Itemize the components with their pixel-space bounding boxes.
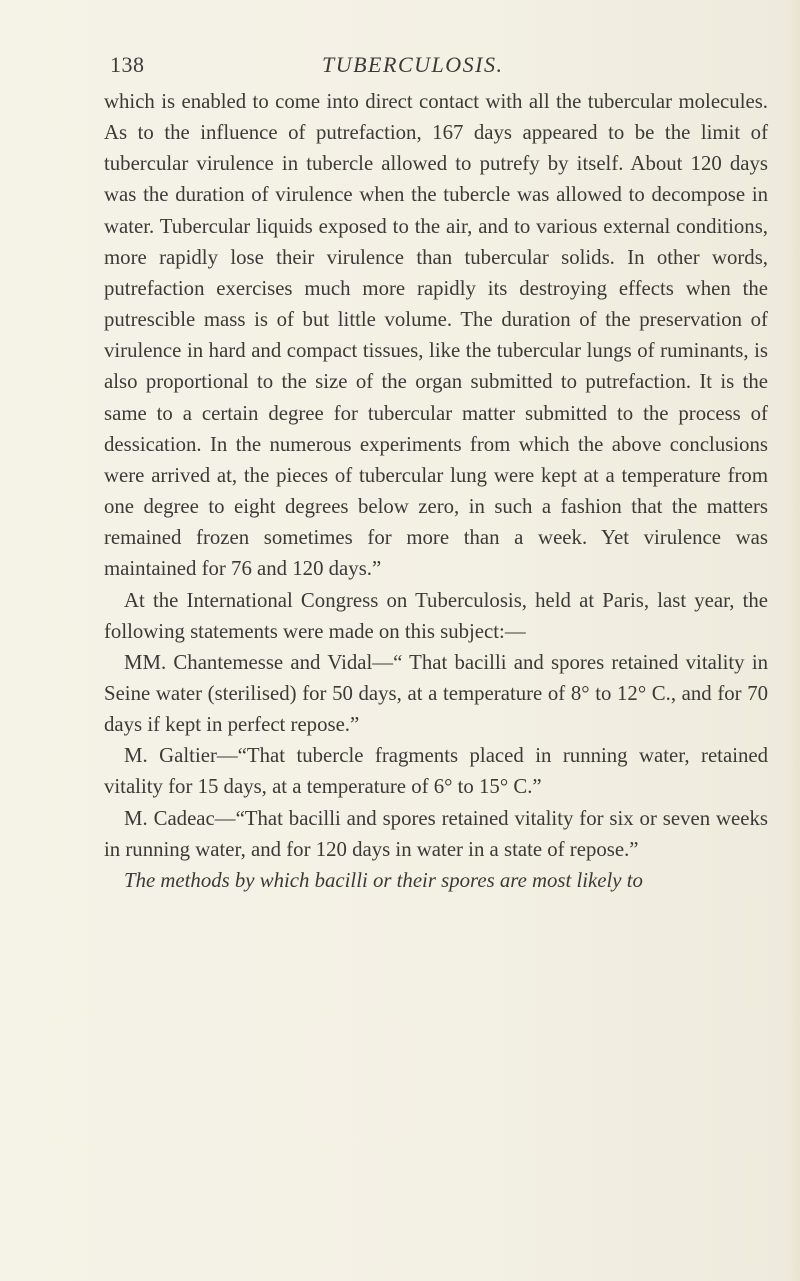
page-edge-shadow	[786, 0, 800, 1281]
paragraph-galtier: M. Galtier—“That tubercle fragments placed in running water, retained vitality for 15 days, at a temperature of 6° to 15° C.”	[104, 744, 768, 799]
paragraph-chantemesse-vidal: MM. Chantemesse and Vidal—“ That bacilli and spores retained vitality in Seine water (sterilised) for 50 days, at a temperature of 8° to 12° C., and for 70 days if kept in perfect repose.”	[104, 650, 768, 737]
page-header	[110, 46, 770, 86]
paragraph-cadeac: M. Cadeac—“That bacilli and spores retained vitality for six or seven weeks in running water, and for 120 days in water in a state of repose.”	[104, 806, 768, 861]
body-text	[104, 86, 768, 896]
paragraph-congress: At the International Congress on Tuberculosis, held at Paris, last year, the following statements were made on this subject:—	[104, 588, 768, 643]
paragraph-continuation: which is enabled to come into direct contact with all the tubercular molecules. As to the influence of putrefaction, 167 days appeared to be the limit of tubercular virulence in tubercle allowed to putrefy by itself. About 120 days was the duration of virulence when the tubercle was allowed to decompose in water. Tubercular liquids exposed to the air, and to various external conditions, more rapidly lose their virulence than tubercular solids. In other words, putrefaction exercises much more rapidly its destroying effects when the putrescible mass is of but little volume. The duration of the preservation of virulence in hard and compact tissues, like the tubercular lungs of ruminants, is also proportional to the size of the organ submitted to putrefaction. It is the same to a certain degree for tubercular matter submitted to the process of dessication. In the numerous experiments from which the above conclusions were arrived at, the pieces of tubercular lung were kept at a temperature from one degree to eight degrees below zero, in such a fashion that the matters remained frozen sometimes for more than a week. Yet virulence was maintained for 76 and 120 days.”	[104, 90, 768, 581]
paragraph-methods: The methods by which bacilli or their spores are most likely to	[124, 868, 643, 892]
running-head: TUBERCULOSIS.	[322, 52, 504, 77]
page-number: 138	[110, 52, 145, 77]
